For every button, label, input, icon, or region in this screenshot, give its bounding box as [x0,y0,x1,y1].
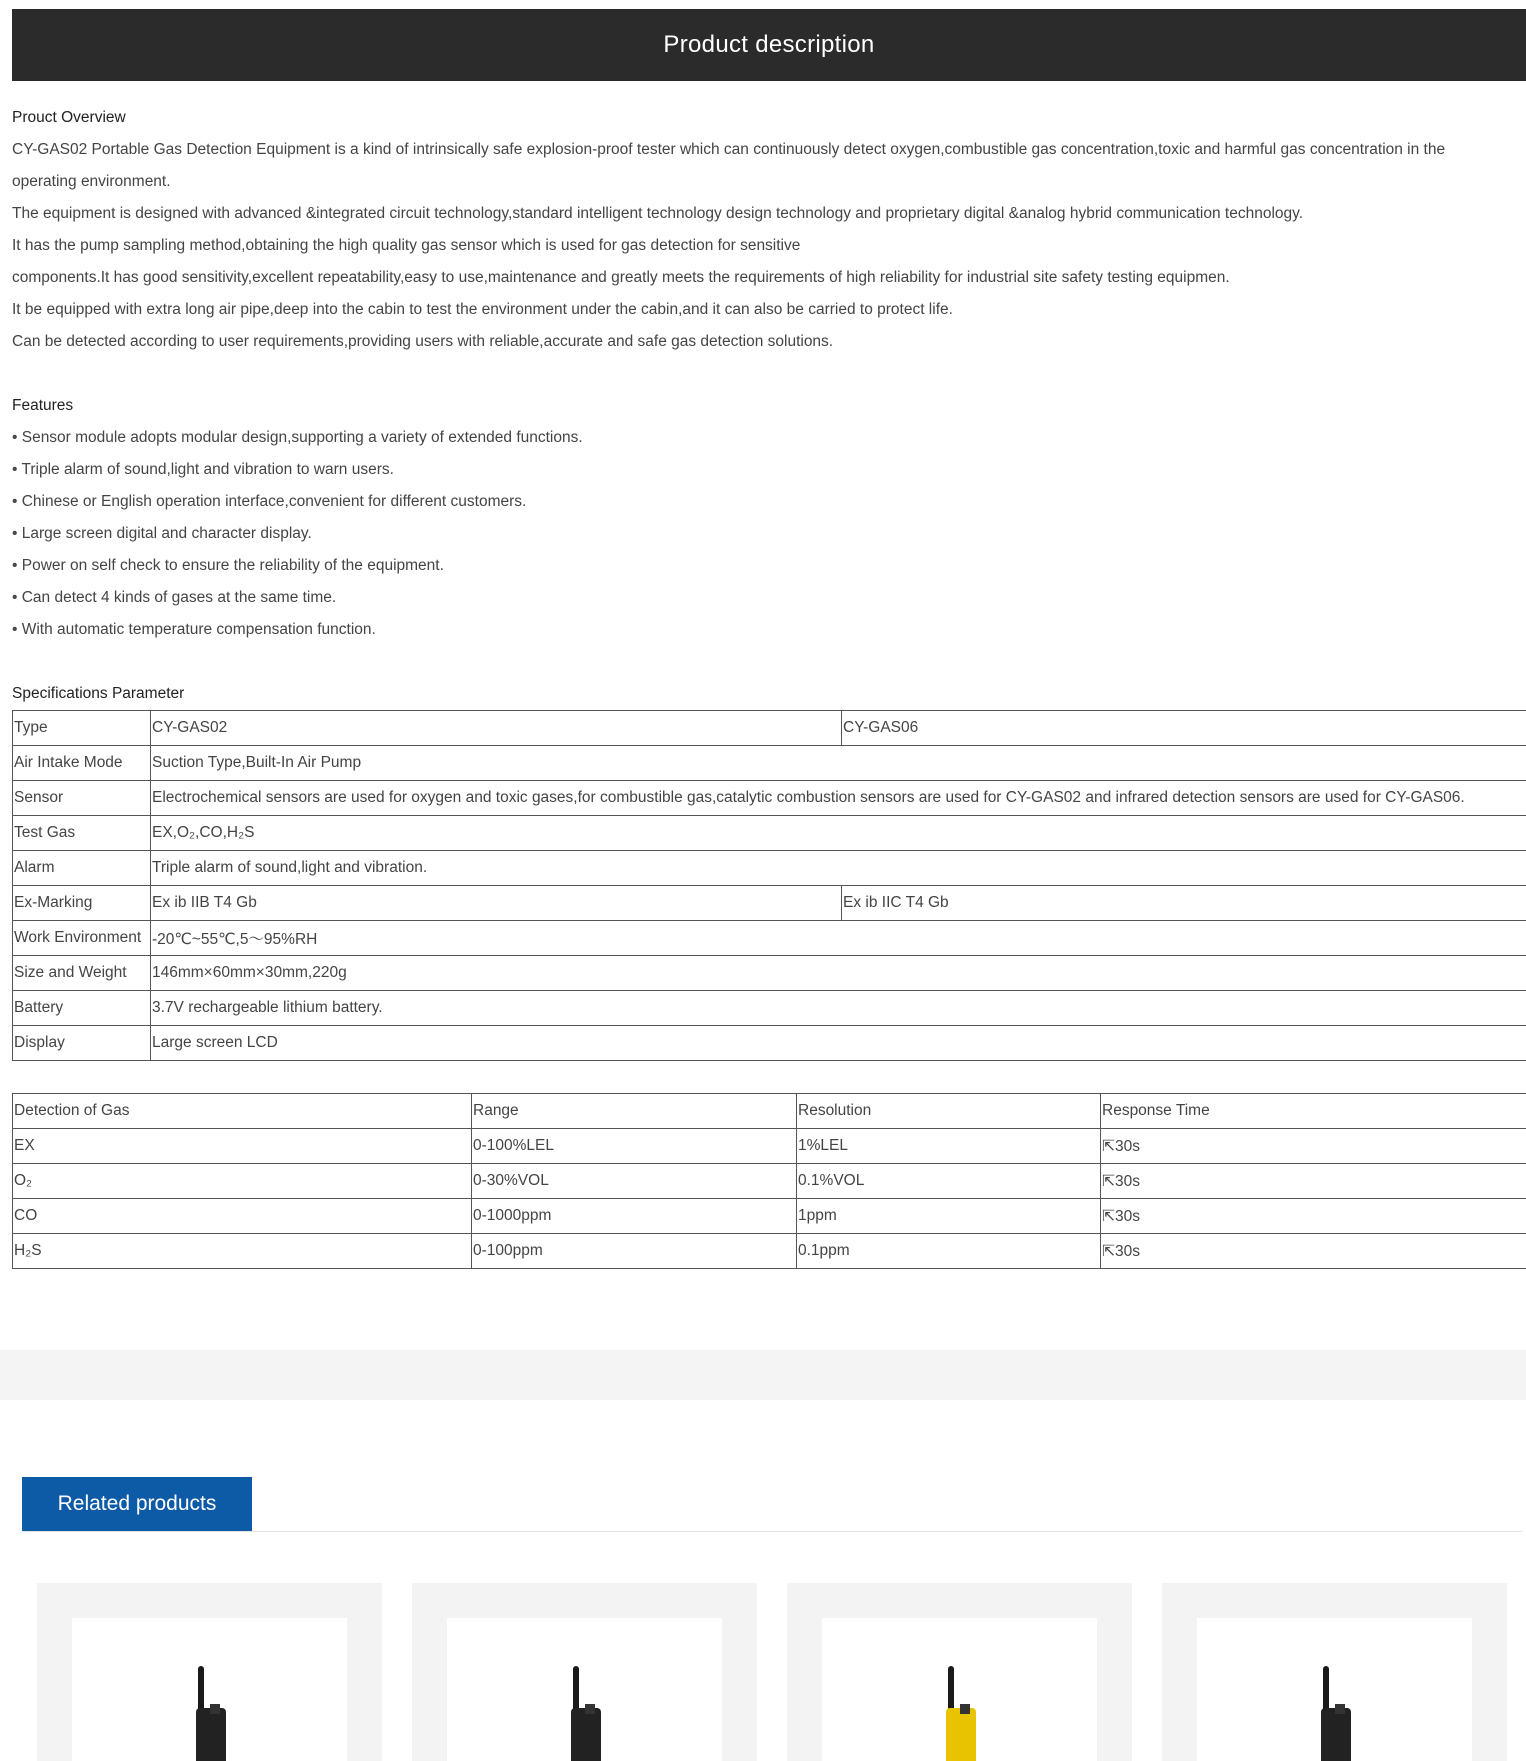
table-cell: 1%LEL [797,1129,1101,1164]
spec-value: 3.7V rechargeable lithium battery. [151,991,1526,1026]
table-cell: ⇱30s [1101,1129,1526,1164]
spec-label: Size and Weight [13,956,151,991]
spec-label: Display [13,1026,151,1061]
overview-line: CY-GAS02 Portable Gas Detection Equipment is a kind of intrinsically safe explosion-proof tester which can continuously detect oxygen,combustible gas concentration,toxic and harmful gas concentration in the [12,141,1446,158]
table-cell: EX [13,1129,472,1164]
page-title: Product description [663,31,875,58]
table-cell: CO [13,1199,472,1234]
specs-title: Specifications Parameter [12,685,185,702]
table-cell: ⇱30s [1101,1234,1526,1269]
table-cell: H₂S [13,1234,472,1269]
spec-value: -20℃~55℃,5～95%RH [151,921,1526,956]
spec-label: Air Intake Mode [13,746,151,781]
feature-item: • Chinese or English operation interface,convenient for different customers. [12,493,527,510]
product-knob-shape [585,1704,595,1714]
table-row [13,921,1526,956]
specs-table [12,710,1526,1061]
overview-line: Can be detected according to user requirements,providing users with reliable,accurate and safe gas detection solutions. [12,333,834,350]
overview-line: operating environment. [12,173,171,190]
main-content [12,102,1526,1269]
product-description-header [12,9,1526,81]
column-header: Response Time [1101,1094,1526,1129]
table-row [13,991,1526,1026]
overview-line: It be equipped with extra long air pipe,deep into the cabin to test the environment under the cabin,and it can also be carried to protect life. [12,301,953,318]
product-body-shape [1321,1708,1351,1761]
feature-item: • Triple alarm of sound,light and vibration to warn users. [12,461,394,478]
feature-item: • Sensor module adopts modular design,supporting a variety of extended functions. [12,429,583,446]
table-row [13,886,1526,921]
table-row [13,956,1526,991]
section-divider-band [0,1350,1526,1400]
spec-label: Type [13,711,151,746]
spec-label: Work Environment [13,921,151,956]
product-card[interactable] [37,1583,382,1761]
product-card[interactable] [412,1583,757,1761]
table-header-row [13,1094,1526,1129]
feature-item: • Can detect 4 kinds of gases at the same time. [12,589,337,606]
table-row [13,1164,1526,1199]
table-cell: ⇱30s [1101,1199,1526,1234]
overview-line: The equipment is designed with advanced &integrated circuit technology,standard intelligent technology design technology and proprietary digital &analog hybrid communication technology. [12,205,1304,222]
spec-value: EX,O₂,CO,H₂S [151,816,1526,851]
product-card[interactable] [787,1583,1132,1761]
related-products-tab[interactable]: Related products [22,1477,252,1531]
table-row [13,746,1526,781]
table-cell: 0-1000ppm [472,1199,797,1234]
table-row [13,816,1526,851]
table-row [13,1234,1526,1269]
features-title: Features [12,397,74,414]
spec-value: Suction Type,Built-In Air Pump [151,746,1526,781]
table-row [13,1129,1526,1164]
table-cell: 0-30%VOL [472,1164,797,1199]
spec-value: Electrochemical sensors are used for oxygen and toxic gases,for combustible gas,catalytic combustion sensors are used for CY-GAS02 and infrared detection sensors are used for CY-GAS06. [151,781,1526,816]
product-body-shape [196,1708,226,1761]
table-row [13,1026,1526,1061]
overview-title: Prouct Overview [12,109,126,126]
spec-label: Sensor [13,781,151,816]
table-row [13,711,1526,746]
overview-line: components.It has good sensitivity,excellent repeatability,easy to use,maintenance and greatly meets the requirements of high reliability for industrial site safety testing equipmen. [12,269,1230,286]
product-card[interactable] [1162,1583,1507,1761]
product-knob-shape [210,1704,220,1714]
product-image[interactable] [72,1618,347,1761]
product-knob-shape [960,1704,970,1714]
column-header: Detection of Gas [13,1094,472,1129]
spec-value: Triple alarm of sound,light and vibration. [151,851,1526,886]
table-row [13,781,1526,816]
product-image[interactable] [447,1618,722,1761]
table-cell: ⇱30s [1101,1164,1526,1199]
feature-item: • With automatic temperature compensation function. [12,621,376,638]
table-cell: O₂ [13,1164,472,1199]
product-image[interactable] [822,1618,1097,1761]
product-body-shape [571,1708,601,1761]
gas-detection-table [12,1093,1526,1269]
spec-value: CY-GAS02 [151,711,842,746]
product-knob-shape [1335,1704,1345,1714]
table-row [13,1199,1526,1234]
feature-item: • Large screen digital and character display. [12,525,312,542]
column-header: Resolution [797,1094,1101,1129]
product-image[interactable] [1197,1618,1472,1761]
spec-value: Ex ib IIB T4 Gb [151,886,842,921]
column-header: Range [472,1094,797,1129]
spec-value: Ex ib IIC T4 Gb [842,886,1526,921]
feature-item: • Power on self check to ensure the reliability of the equipment. [12,557,444,574]
table-cell: 1ppm [797,1199,1101,1234]
divider [22,1531,1522,1532]
table-row [13,851,1526,886]
related-products-header [22,1477,1522,1531]
overview-line: It has the pump sampling method,obtaining the high quality gas sensor which is used for gas detection for sensitive [12,237,801,254]
product-body-shape [946,1708,976,1761]
table-cell: 0.1ppm [797,1234,1101,1269]
spec-label: Test Gas [13,816,151,851]
table-cell: 0-100%LEL [472,1129,797,1164]
spec-value: Large screen LCD [151,1026,1526,1061]
spec-label: Ex-Marking [13,886,151,921]
table-cell: 0.1%VOL [797,1164,1101,1199]
spec-value: 146mm×60mm×30mm,220g [151,956,1526,991]
spec-label: Battery [13,991,151,1026]
table-cell: 0-100ppm [472,1234,797,1269]
related-products-list [37,1583,1517,1761]
spec-value: CY-GAS06 [842,711,1526,746]
spec-label: Alarm [13,851,151,886]
